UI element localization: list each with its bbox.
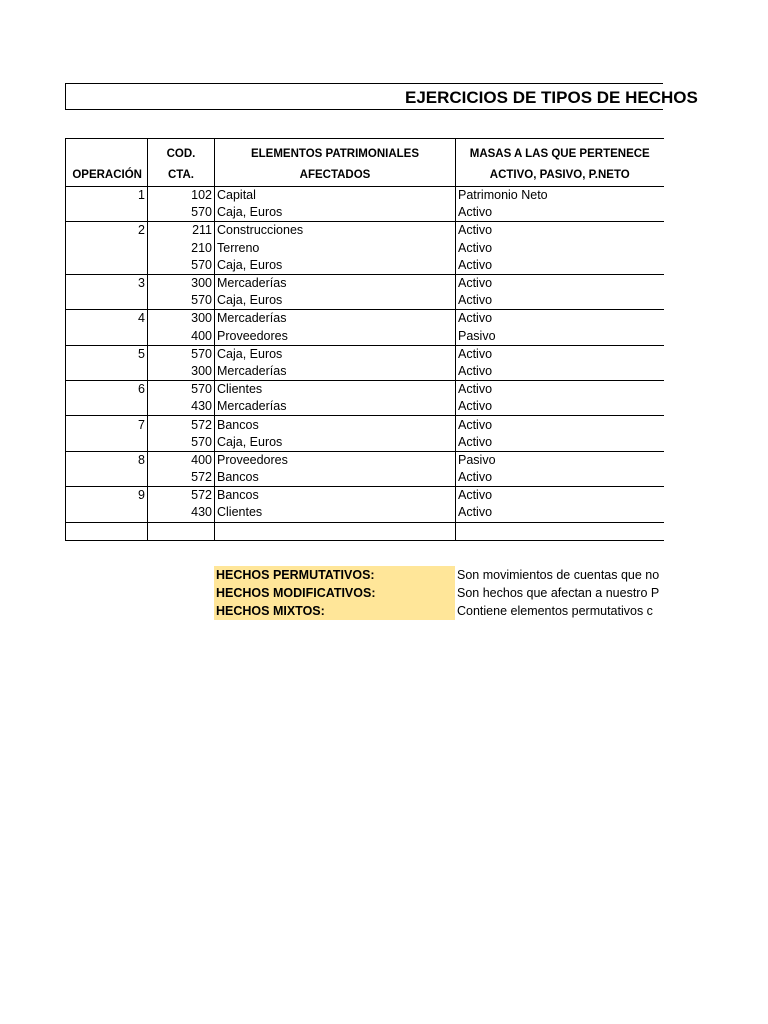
operation-number-cell: [66, 469, 148, 487]
element-cell: Construcciones: [215, 222, 456, 240]
table-row: [66, 310, 664, 328]
account-code-cell: 572: [148, 487, 215, 505]
element-cell: Bancos: [215, 487, 456, 505]
mass-cell: Activo: [456, 487, 664, 505]
mass-cell: Pasivo: [456, 451, 664, 469]
table-row: [66, 363, 664, 381]
title-cell: [65, 83, 698, 110]
account-code-cell: 210: [148, 240, 215, 257]
table-row: [66, 222, 664, 240]
mass-cell: Activo: [456, 222, 664, 240]
account-code-cell: 430: [148, 504, 215, 522]
table-row: [66, 416, 664, 434]
operation-number-cell: 4: [66, 310, 148, 328]
account-code-cell: 570: [148, 292, 215, 310]
element-cell: Bancos: [215, 416, 456, 434]
operation-number-cell: [66, 292, 148, 310]
account-code-cell: 572: [148, 416, 215, 434]
table-row: [66, 398, 664, 416]
mass-cell: Activo: [456, 504, 664, 522]
operation-number-cell: [66, 240, 148, 257]
account-code-cell: 300: [148, 310, 215, 328]
account-code-cell: 570: [148, 381, 215, 399]
mass-cell: Patrimonio Neto: [456, 187, 664, 205]
account-code-cell: [148, 522, 215, 540]
element-cell: Bancos: [215, 469, 456, 487]
header-elementos-1: ELEMENTOS PATRIMONIALES: [215, 139, 456, 166]
element-cell: Capital: [215, 187, 456, 205]
table-row: [66, 434, 664, 452]
operation-number-cell: [66, 363, 148, 381]
header-row-1: [66, 139, 664, 166]
operation-number-cell: 1: [66, 187, 148, 205]
mass-cell: Activo: [456, 416, 664, 434]
operation-number-cell: 7: [66, 416, 148, 434]
table-row: [66, 328, 664, 346]
mass-cell: Activo: [456, 434, 664, 452]
operations-table: [65, 138, 664, 541]
table-row: [66, 292, 664, 310]
account-code-cell: 570: [148, 257, 215, 275]
mass-cell: [456, 522, 664, 540]
mass-cell: Activo: [456, 310, 664, 328]
account-code-cell: 102: [148, 187, 215, 205]
element-cell: Caja, Euros: [215, 257, 456, 275]
table-row: [66, 257, 664, 275]
element-cell: Terreno: [215, 240, 456, 257]
table-row: [66, 274, 664, 292]
header-elementos-2: AFECTADOS: [215, 165, 456, 187]
page-title: EJERCICIOS DE TIPOS DE HECHOS: [405, 88, 698, 107]
legend-description: Son movimientos de cuentas que no: [457, 568, 660, 582]
operation-number-cell: [66, 398, 148, 416]
table-row: [66, 204, 664, 222]
operation-number-cell: 6: [66, 381, 148, 399]
mass-cell: Activo: [456, 257, 664, 275]
table-row: [66, 187, 664, 205]
header-cod-2: CTA.: [148, 165, 215, 187]
legend-description: Son hechos que afectan a nuestro P: [457, 586, 660, 600]
header-cod-1: COD.: [148, 139, 215, 166]
mass-cell: Activo: [456, 292, 664, 310]
account-code-cell: 300: [148, 274, 215, 292]
mass-cell: Activo: [456, 363, 664, 381]
operation-number-cell: 8: [66, 451, 148, 469]
operation-number-cell: 9: [66, 487, 148, 505]
account-code-cell: 300: [148, 363, 215, 381]
operation-number-cell: [66, 328, 148, 346]
header-masas-2: ACTIVO, PASIVO, P.NETO: [456, 165, 664, 187]
operation-number-cell: [66, 522, 148, 540]
legend-label: HECHOS PERMUTATIVOS:: [214, 566, 455, 584]
table-row: [66, 345, 664, 363]
element-cell: Caja, Euros: [215, 292, 456, 310]
element-cell: Mercaderías: [215, 274, 456, 292]
operation-number-cell: [66, 257, 148, 275]
element-cell: Proveedores: [215, 451, 456, 469]
mass-cell: Activo: [456, 274, 664, 292]
operation-number-cell: 2: [66, 222, 148, 240]
account-code-cell: 570: [148, 204, 215, 222]
header-masas-1: MASAS A LAS QUE PERTENECE: [456, 139, 664, 166]
element-cell: Mercaderías: [215, 310, 456, 328]
mass-cell: Activo: [456, 398, 664, 416]
element-cell: Clientes: [215, 381, 456, 399]
header-operacion-1: [66, 139, 148, 166]
legend-description: Contiene elementos permutativos c: [457, 604, 653, 618]
element-cell: Mercaderías: [215, 363, 456, 381]
header-row-2: [66, 165, 664, 187]
operation-number-cell: 3: [66, 274, 148, 292]
element-cell: Caja, Euros: [215, 204, 456, 222]
table-row: [66, 451, 664, 469]
legend-label: HECHOS MODIFICATIVOS:: [214, 584, 455, 602]
table-row: [66, 469, 664, 487]
mass-cell: Pasivo: [456, 328, 664, 346]
mass-cell: Activo: [456, 469, 664, 487]
element-cell: Caja, Euros: [215, 434, 456, 452]
element-cell: [215, 522, 456, 540]
table-row: [66, 522, 664, 540]
mass-cell: Activo: [456, 345, 664, 363]
account-code-cell: 570: [148, 434, 215, 452]
element-cell: Clientes: [215, 504, 456, 522]
operation-number-cell: [66, 204, 148, 222]
operation-number-cell: [66, 434, 148, 452]
account-code-cell: 400: [148, 451, 215, 469]
element-cell: Proveedores: [215, 328, 456, 346]
operation-number-cell: 5: [66, 345, 148, 363]
header-operacion-2: OPERACIÓN: [66, 165, 148, 187]
element-cell: Mercaderías: [215, 398, 456, 416]
mass-cell: Activo: [456, 240, 664, 257]
operations-body: [66, 187, 664, 541]
mass-cell: Activo: [456, 381, 664, 399]
account-code-cell: 211: [148, 222, 215, 240]
element-cell: Caja, Euros: [215, 345, 456, 363]
account-code-cell: 572: [148, 469, 215, 487]
table-row: [66, 240, 664, 257]
table-row: [66, 504, 664, 522]
account-code-cell: 400: [148, 328, 215, 346]
mass-cell: Activo: [456, 204, 664, 222]
account-code-cell: 570: [148, 345, 215, 363]
account-code-cell: 430: [148, 398, 215, 416]
table-row: [66, 487, 664, 505]
operation-number-cell: [66, 504, 148, 522]
legend-label: HECHOS MIXTOS:: [214, 602, 455, 620]
table-row: [66, 381, 664, 399]
